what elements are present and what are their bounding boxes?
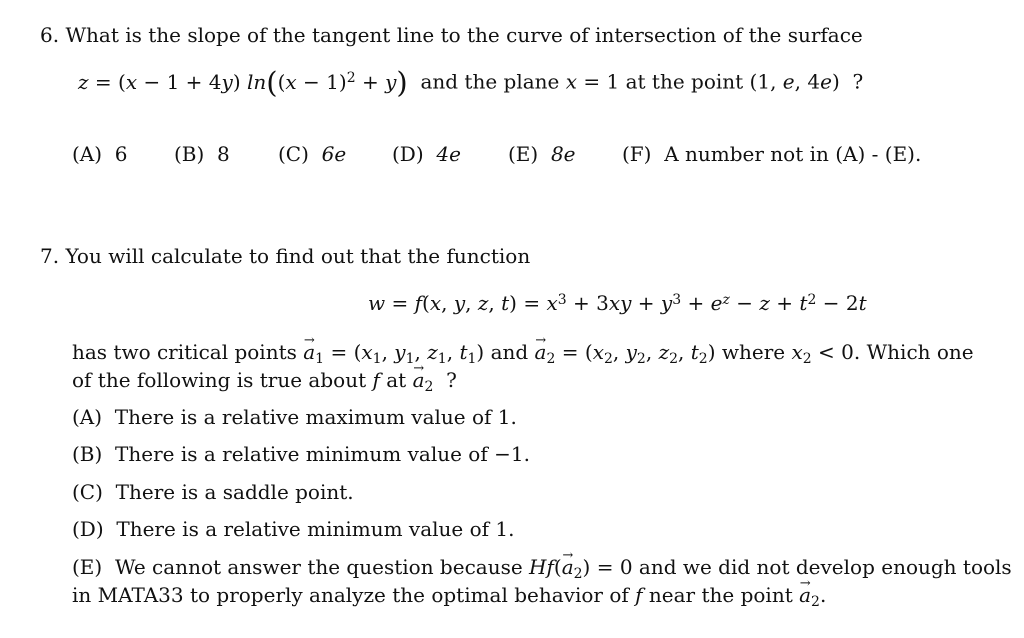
q7-option-e-line1 — [72, 555, 1012, 583]
q7-question-mark: ? — [446, 368, 457, 392]
q7-body-at: at — [386, 368, 407, 392]
option-label: (E) — [508, 142, 539, 166]
q6-question-mark: ? — [852, 69, 864, 94]
option-label: (D) — [392, 142, 424, 166]
option-text: and we did not develop enough tools — [638, 555, 1012, 579]
option-text: There is a relative maximum value of 1. — [114, 405, 517, 429]
option-value: 6 — [114, 142, 128, 166]
q7-hessian-expression: $Hf(\to a_2) = 0$ — [529, 555, 633, 579]
option-label: (F) — [622, 142, 652, 166]
option-label: (B) — [174, 142, 205, 166]
option-label: (A) — [72, 142, 103, 166]
q7-condition: $x_2 < 0$ — [791, 340, 854, 368]
option-text: There is a saddle point. — [115, 480, 354, 504]
q6-point-text: at the point — [625, 69, 744, 94]
option-value: 6e — [321, 142, 347, 166]
q6-option-d — [392, 143, 461, 166]
q7-option-d — [72, 518, 515, 541]
q7-body-line1 — [72, 340, 974, 368]
option-label: (A) — [72, 405, 103, 429]
q7-option-b — [72, 443, 530, 466]
q7-body-and: and — [490, 340, 529, 364]
q6-option-f — [622, 143, 921, 166]
q6-point: (1, e, 4e) — [749, 69, 840, 94]
q6-plane-text: and the plane — [420, 69, 560, 94]
option-text: We cannot answer the question because — [114, 555, 523, 579]
option-text: There is a relative minimum value of −1. — [115, 442, 530, 466]
q7-critical-point-1: → $a_1 = (x_1$, $y_1$, $z_1$, $t_1$) — [303, 340, 484, 364]
q6-stem: What is the slope of the tangent line to the curve of intersection of the surface — [65, 23, 863, 47]
option-value: A number not in (A) - (E). — [664, 142, 922, 166]
q7-point-a2: → $a_2$ — [413, 368, 434, 392]
option-value: 4e — [436, 142, 461, 166]
q6-stem-line — [40, 24, 863, 47]
option-label: (E) — [72, 555, 103, 579]
q7-point-a2: → $a_2$ — [799, 583, 820, 607]
q6-option-b — [174, 143, 230, 166]
q7-body-where: where — [721, 340, 786, 364]
q7-body-which: . Which one — [853, 340, 974, 364]
q6-option-a — [72, 143, 128, 166]
option-label: (D) — [72, 517, 104, 541]
option-text: in MATA33 to properly analyze the optimal behavior of — [72, 583, 629, 607]
q6-option-e — [508, 143, 576, 166]
q7-option-a — [72, 406, 517, 429]
q7-body-line2 — [72, 368, 457, 396]
q6-plane-equation: x = 1 — [565, 69, 620, 94]
option-value: 8e — [550, 142, 576, 166]
q6-number: 6. — [40, 23, 60, 47]
q7-critical-point-2: → $a_2 = (x_2$, $y_2$, $z_2$, $t_2$) — [535, 340, 716, 364]
q6-formula-line — [78, 66, 863, 99]
q6-option-c — [278, 143, 346, 166]
q7-option-c — [72, 481, 354, 504]
q7-body-line2-text: of the following is true about — [72, 368, 367, 392]
option-value: 8 — [217, 142, 230, 166]
q7-stem: You will calculate to find out that the function — [65, 244, 531, 268]
q7-function-f: f — [635, 583, 643, 607]
q7-stem-line — [40, 245, 530, 268]
option-label: (C) — [278, 142, 309, 166]
q6-surface-equation: z = (x − 1 + 4y) $\ln((x - 1)^2 + y)$ — [78, 65, 408, 99]
q7-body-a: has two critical points — [72, 340, 297, 364]
option-label: (B) — [72, 442, 103, 466]
option-label: (C) — [72, 480, 103, 504]
q7-number: 7. — [40, 244, 60, 268]
q7-option-e-line2: in MATA33 to properly analyze the optimal behavior of f near the point → $a_2$. — [72, 584, 826, 607]
q7-function-f: f — [372, 368, 380, 392]
option-text: There is a relative minimum value of 1. — [116, 517, 515, 541]
option-text: near the point — [648, 583, 793, 607]
q7-function-equation: w = f(x, y, z, $t) = x^3 + 3xy + y^3 + e^z - z + t^2 - 2t$ — [368, 291, 867, 315]
